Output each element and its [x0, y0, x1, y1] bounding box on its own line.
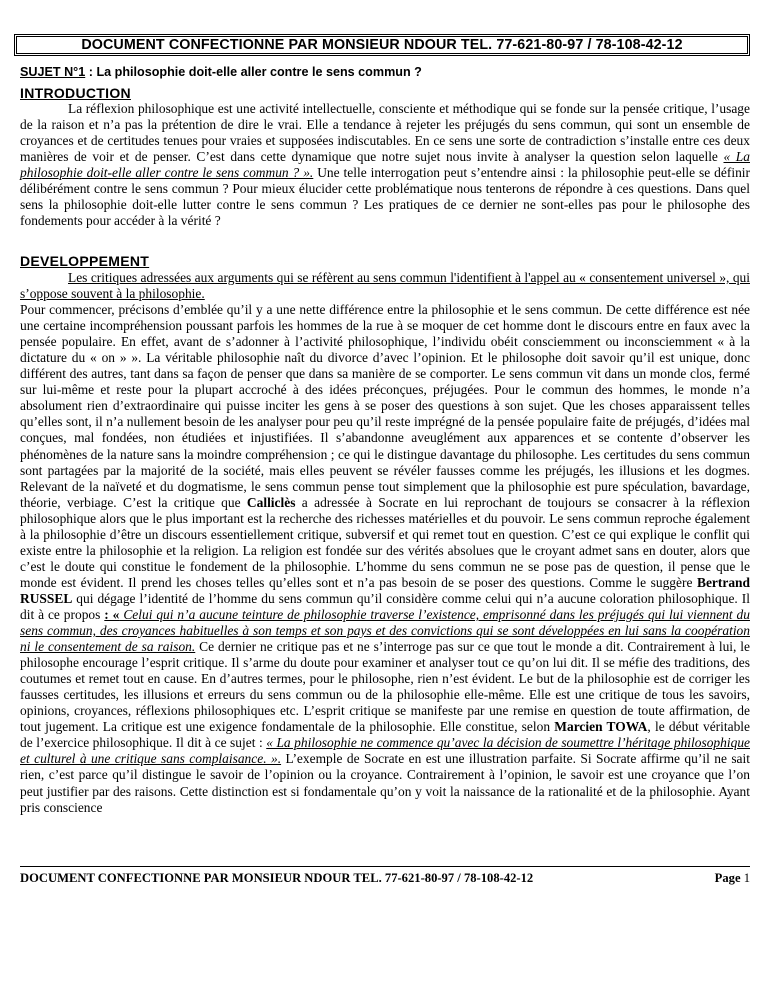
developpement-title: DEVELOPPEMENT [20, 253, 150, 269]
subject-label: SUJET N°1 [20, 65, 86, 79]
dev-text-5: , le début véritable de l’exercice philosophique. Il dit à ce sujet : [20, 719, 750, 751]
document-page [14, 0, 756, 994]
russel-quote-mark: : « [104, 606, 120, 622]
header-banner [14, 34, 750, 56]
author-towa: Marcien TOWA [554, 719, 648, 735]
author-callicles: Calliclès [246, 494, 296, 510]
towa-quote: « La philosophie ne commence qu’avec la décision de soumettre l’héritage philosophique et culturel à une critique sans complaisance. ». [20, 735, 750, 767]
introduction-title: INTRODUCTION [20, 85, 131, 101]
subject-line [20, 65, 750, 79]
intro-text-1: La réflexion philosophique est une activité intellectuelle, consciente et méthodique qui se fonde sur la pensée critique, l’usage de la raison et n’a pas la prétention de dire le vrai. Elle a tendance à rejeter les préjugés du sens commun, qui sont un ensemble de croyances et de certitudes tenues pour vraies et supposées indiscutables. En ce sens une sorte de contradiction s’installe entre ces deux manières de voir et de penser. C’est dans cette dynamique que notre sujet nous invite à analyser la question selon laquelle [20, 101, 750, 165]
introduction-paragraph [20, 101, 750, 229]
author-russel: Bertrand RUSSEL [20, 574, 750, 606]
developpement-thesis: Les critiques adressées aux arguments qui se réfèrent au sens commun l'identifient à l'appel au « consentement universel », qui s’oppose souvent à la philosophie. [20, 270, 750, 302]
dev-text-6: L’exemple de Socrate en est une illustration parfaite. Si Socrate affirme qu’il ne sait rien, c’est parce qu’il distingue le savoir de l’opinion ou la croyance. Contrairement à l’opinion, le savoir est une croyance que l’on peut justifier par des raisons. Cette distinction est si fondamentale qu’on y voit la naissance de la rationalité et de la philosophie. Ayant pris conscience [20, 751, 750, 815]
developpement-body [20, 270, 750, 816]
footer-text: DOCUMENT CONFECTIONNE PAR MONSIEUR NDOUR TEL. 77-621-80-97 / 78-108-42-12 [20, 871, 534, 885]
dev-text-1: Pour commencer, précisons d’emblée qu’il y a une nette différence entre la philosophie et le sens commun. De cette différence est née une certaine incompréhension poussant parfois les hommes de la rue à se moquer de cet homme dont le discours entre en faux avec la pensée populaire. En effet, avant de s’adonner à l’activité philosophique, l’individu obéit consciemment ou inconsciemment « à la dictature du « on » ». La véritable philosophie naît du divorce d’avec l’opinion. Et le philosophe doit savoir qu’il est unique, donc différent des autres, tant dans sa façon de penser que dans sa manière de se comporter. Le sens commun vit dans un monde clos, fermé sur lui-même et reste pour la plupart accroché à des idées préconçues, préjugées. Pour le commun des hommes, le monde n’a absolument rien d’extraordinaire qui puisse inciter les gens à se poser des questions à son sujet. Que les choses apparaissent telles qu’elles sont, il n’a nullement besoin de les analyser pour peu qu’il reste imprégné de la pensée populaire faite de préjugés, d’idées mal conçues, mal fondées, non étudiées et injustifiées. Il s’abandonne aveuglément aux apparences et se contente d’observer les phénomènes de la nature sans la moindre compréhension ; ce qui le distingue davantage du philosophe. Les certitudes du sens commun sont partagées par la majorité de la société, mais elles peuvent se révéler fausses comme les préjugés, les illusions et les dogmes. Relevant de la naïveté et du dogmatisme, le sens commun pense tout simplement que la philosophie est pure spéculation, bavardage, théorie, verbiage. C’est la critique que [20, 302, 750, 510]
dev-text-3: qui dégage l’identité de l’homme du sens commun qu’il considère comme celui qui n’a aucune coloration philosophique. Il dit à ce propos [20, 590, 750, 622]
header-banner-text: DOCUMENT CONFECTIONNE PAR MONSIEUR NDOUR TEL. 77-621-80-97 / 78-108-42-12 [81, 37, 683, 53]
subject-separator: : [85, 65, 97, 79]
subject-question: La philosophie doit-elle aller contre le sens commun ? [96, 65, 422, 79]
page-number-value: 1 [743, 871, 750, 885]
intro-quote: « La philosophie doit-elle aller contre le sens commun ? ». [20, 149, 750, 181]
intro-text-2: Une telle interrogation peut s’entendre ainsi : la philosophie peut-elle se définir délibérément contre le sens commun ? Pour mieux élucider cette problématique nous tenterons de répondre à ces questions. Dans quel sens la philosophie doit-elle lutter contre le sens commun ? Les pratiques de ce dernier ne sont-elles pas pour le philosophe des fondements pour accéder à la vérité ? [20, 165, 750, 229]
russel-quote: Celui qui n’a aucune teinture de philosophie traverse l’existence, emprisonné dans les préjugés qui lui viennent du sens commun, des croyances habituelles à son temps et son pays et des convictions qui se sont développées en lui sans la coopération ni le consentement de sa raison. [20, 606, 750, 655]
page-number [715, 871, 750, 886]
page-footer [20, 866, 750, 886]
dev-text-2: a adressée à Socrate en lui reprochant de toujours se consacrer à la réflexion philosophique alors que le plus important est la recherche des richesses matérielles et du pouvoir. Le sens commun reproche également à la philosophie d’être un discours essentiellement critique, subversif et qui remet tout en question. C’est ce qui explique le conflit qui existe entre la philosophie et la religion. La religion est fondée sur des vérités absolues que le croyant admet sans en douter, alors que c’est le doute qui constitue le fondement de la philosophie. L’homme du sens commun ne se pose pas de question, il pense que le monde est évident. Il prend les choses telles qu’elles sont et n’a pas besoin de se poser des questions. Comme le suggère [20, 494, 750, 590]
page-label: Page [714, 871, 741, 885]
dev-text-4: Ce dernier ne critique pas et ne s’interroge pas sur ce que tout le monde a dit. Contrairement à lui, le philosophe encourage l’esprit critique. Il s’arme du doute pour examiner et analyser tout ce qu’on lui dit. Il se méfie des traditions, des coutumes et remet tout en cause. En d’autres termes, pour le philosophe, rien n’est évident. Le but de la philosophie est de corriger les fausses certitudes, les illusions et erreurs du sens commun ou de la philosophie elle-même. Elle est une critique de tous les savoirs, opinions, croyances, réflexions philosophiques etc. L’esprit critique se manifeste par une remise en question de toute affirmation, de tout jugement. La critique est une exigence fondamentale de la philosophie. Elle constitue, selon [20, 639, 751, 735]
